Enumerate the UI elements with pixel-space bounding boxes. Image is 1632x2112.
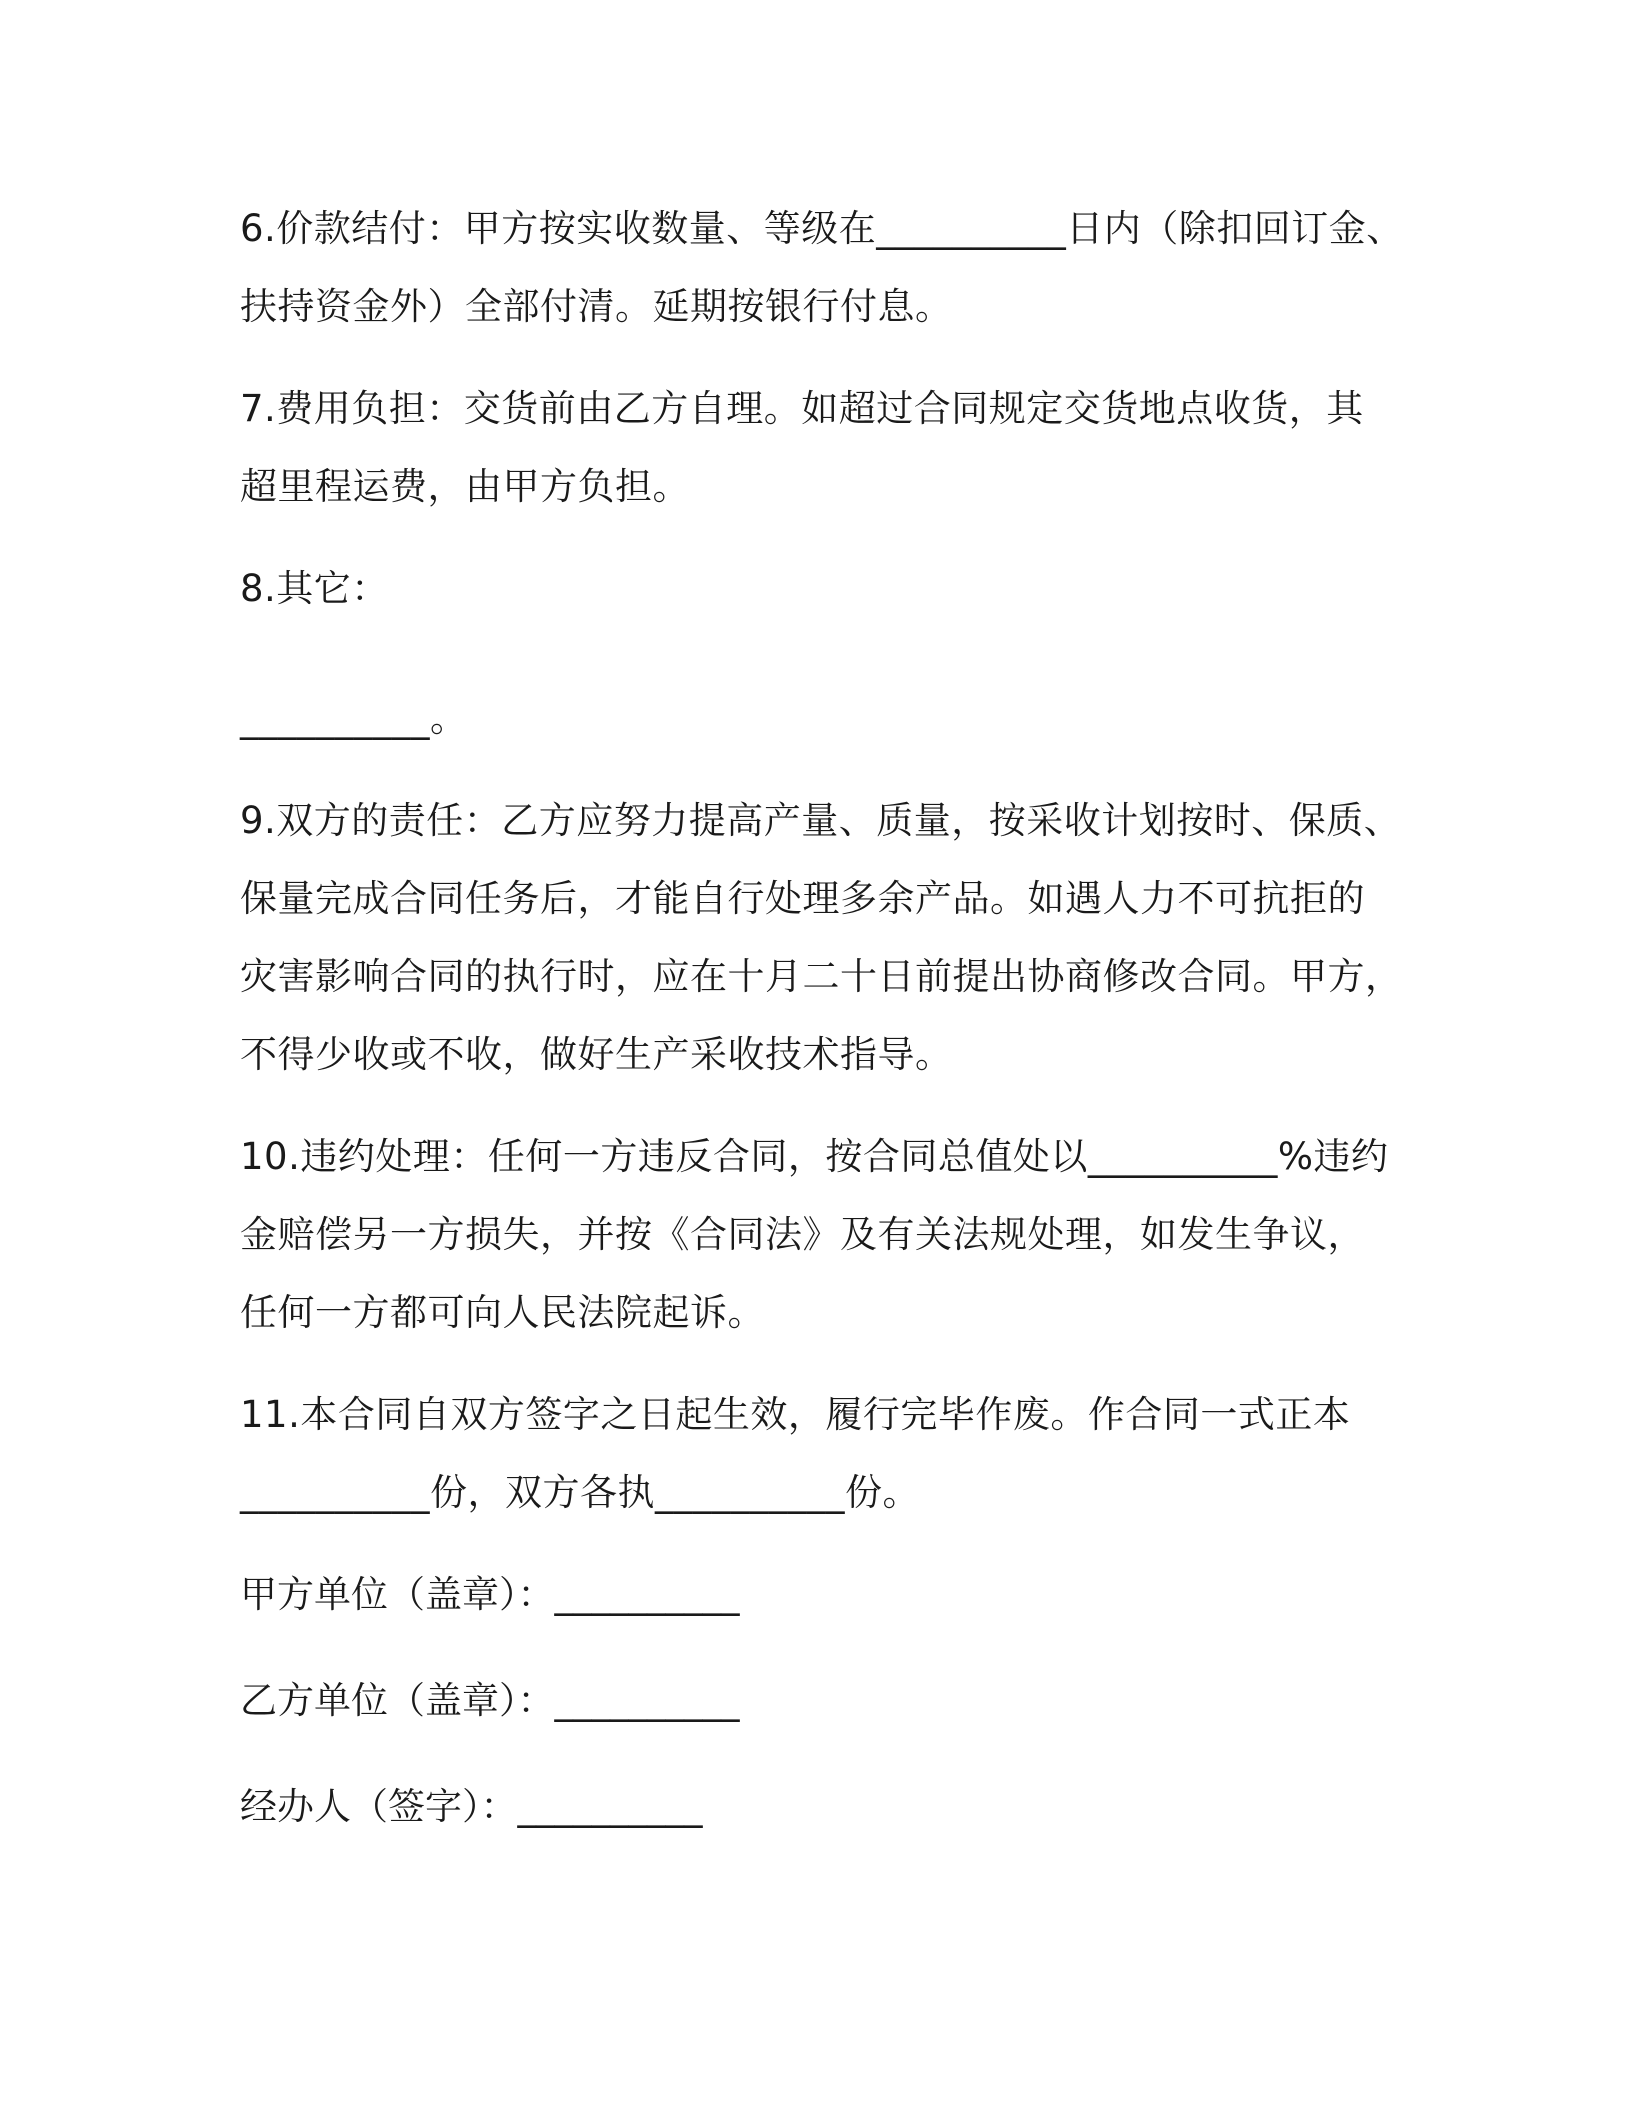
clause-10-line-2: 金赔偿另一方损失，并按《合同法》及有关法规处理，如发生争议， — [240, 1213, 1365, 1256]
clause-9 — [240, 782, 1403, 1094]
clause-8-blank-line: __________。 — [240, 697, 468, 740]
clause-11-line-2: __________份，双方各执__________份。 — [240, 1471, 920, 1514]
handler-signature: 经办人（签字）：__________ — [240, 1785, 703, 1828]
clause-11 — [240, 1376, 1400, 1532]
clause-7-line-1: 7.费用负担：交货前由乙方自理。如超过合同规定交货地点收货，其 — [240, 387, 1364, 430]
clause-8 — [240, 550, 1400, 628]
party-a-signature: 甲方单位（盖章）：__________ — [240, 1573, 740, 1616]
clause-9-line-3: 灾害影响合同的执行时，应在十月二十日前提出协商修改合同。甲方， — [240, 955, 1403, 998]
clause-6-line-1: 6.价款结付：甲方按实收数量、等级在__________日内（除扣回订金、 — [240, 207, 1404, 250]
clause-9-line-1: 9.双方的责任：乙方应努力提高产量、质量，按采收计划按时、保质、 — [240, 799, 1402, 842]
contract-body — [240, 190, 1404, 1874]
clause-6-line-2: 扶持资金外）全部付清。延期按银行付息。 — [240, 285, 953, 328]
clause-11-line-1: 11.本合同自双方签字之日起生效，履行完毕作废。作合同一式正本 — [240, 1393, 1351, 1436]
clause-9-line-2: 保量完成合同任务后，才能自行处理多余产品。如遇人力不可抗拒的 — [240, 877, 1365, 920]
clause-9-line-4: 不得少收或不收，做好生产采收技术指导。 — [240, 1033, 953, 1076]
clause-10 — [240, 1118, 1400, 1352]
clause-7-line-2: 超里程运费，由甲方负担。 — [240, 465, 690, 508]
clause-8-blank — [240, 680, 1400, 758]
clause-7 — [240, 370, 1400, 526]
clause-6 — [240, 190, 1404, 346]
party-b-signature: 乙方单位（盖章）：__________ — [240, 1679, 740, 1722]
clause-8-line-1: 8.其它： — [240, 567, 389, 610]
clause-10-line-1: 10.违约处理：任何一方违反合同，按合同总值处以__________%违约 — [240, 1135, 1389, 1178]
clause-10-line-3: 任何一方都可向人民法院起诉。 — [240, 1291, 765, 1334]
